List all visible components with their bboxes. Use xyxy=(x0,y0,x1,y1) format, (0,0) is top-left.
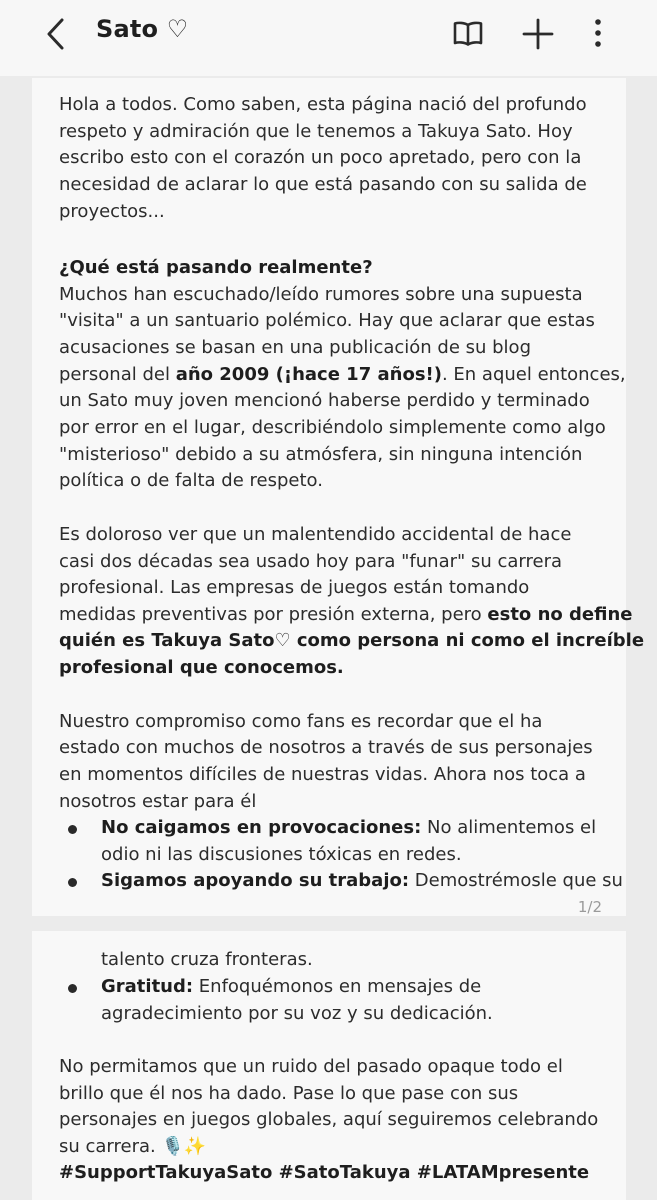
text-line: su carrera. 🎙️✨ xyxy=(59,1136,207,1157)
bold-text: No caigamos en provocaciones: xyxy=(101,817,422,838)
bold-text: año 2009 (¡hace 17 años!) xyxy=(175,364,442,385)
list-item xyxy=(101,815,596,842)
text-line: talento cruza fronteras. xyxy=(101,949,313,970)
page-number: 1/2 xyxy=(577,898,602,916)
chevron-left-icon xyxy=(40,16,74,52)
text-line: brillo que él nos ha dado. Pase lo que pase con sus xyxy=(59,1083,519,1104)
back-button[interactable] xyxy=(40,16,74,52)
text-line xyxy=(59,362,626,389)
add-button[interactable] xyxy=(518,14,558,54)
text-line: nosotros estar para él xyxy=(59,791,257,812)
bold-text: Gratitud: xyxy=(101,976,194,997)
text-span: Demostrémosle que su xyxy=(409,870,623,891)
text-span: medidas preventivas por presión externa, pero xyxy=(59,604,488,625)
text-line: respeto y admiración que le tenemos a Takuya Sato. Hoy xyxy=(59,121,573,142)
text-span: No alimentemos el xyxy=(421,817,597,838)
top-app-bar xyxy=(0,0,657,76)
plus-icon xyxy=(518,14,558,54)
text-line: escribo esto con el corazón un poco apretado, pero con la xyxy=(59,147,582,168)
text-line: Muchos han escuchado/leído rumores sobre una supuesta xyxy=(59,284,583,305)
text-line: proyectos... xyxy=(59,201,165,222)
bullet-dot xyxy=(68,878,77,887)
text-line: en momentos difíciles de nuestras vidas. Ahora nos toca a xyxy=(59,764,586,785)
text-line: un Sato muy joven mencionó haberse perdido y terminado xyxy=(59,390,590,411)
bullet-dot xyxy=(68,984,77,993)
text-line: Hola a todos. Como saben, esta página nació del profundo xyxy=(59,94,587,115)
text-line: No permitamos que un ruido del pasado opaque todo el xyxy=(59,1056,563,1077)
text-span: . En aquel entonces, xyxy=(441,364,626,385)
text-line: Nuestro compromiso como fans es recordar que el ha xyxy=(59,711,543,732)
bold-text: Sigamos apoyando su trabajo: xyxy=(101,870,410,891)
book-icon xyxy=(448,14,488,54)
text-line: personajes en juegos globales, aquí seguiremos celebrando xyxy=(59,1109,599,1130)
text-span: Enfoquémonos en mensajes de xyxy=(193,976,482,997)
more-options-button[interactable] xyxy=(578,14,618,54)
text-line: política o de falta de respeto. xyxy=(59,470,323,491)
text-line: casi dos décadas sea usado hoy para "funar" su carrera xyxy=(59,551,563,572)
text-line: "misterioso" debido a su atmósfera, sin ninguna intención xyxy=(59,444,583,465)
list-item xyxy=(101,868,623,895)
bold-text: profesional que conocemos. xyxy=(59,657,344,678)
text-line: estado con muchos de nosotros a través de sus personajes xyxy=(59,737,593,758)
hashtags: #SupportTakuyaSato #SatoTakuya #LATAMpresente xyxy=(59,1162,590,1183)
list-item xyxy=(101,974,481,1001)
bold-text: esto no define xyxy=(487,604,633,625)
text-line: necesidad de aclarar lo que está pasando con su salida de xyxy=(59,174,587,195)
text-line: Es doloroso ver que un malentendido accidental de hace xyxy=(59,524,572,545)
text-line: agradecimiento por su voz y su dedicación. xyxy=(101,1003,493,1024)
text-line: por error en el lugar, describiéndolo simplemente como algo xyxy=(59,417,606,438)
reading-mode-button[interactable] xyxy=(448,14,488,54)
bold-text: quién es Takuya Sato♡ como persona ni como el increíble xyxy=(59,630,645,651)
text-line: "visita" a un santuario polémico. Hay que aclarar que estas xyxy=(59,310,595,331)
text-span: personal del xyxy=(59,364,176,385)
note-page-2[interactable] xyxy=(32,931,626,1200)
text-line: acusaciones se basan en una publicación de su blog xyxy=(59,337,531,358)
text-line: profesional. Las empresas de juegos están tomando xyxy=(59,577,530,598)
text-line: odio ni las discusiones tóxicas en redes. xyxy=(101,844,462,865)
note-page-1[interactable] xyxy=(32,78,645,916)
section-heading: ¿Qué está pasando realmente? xyxy=(59,257,373,278)
text-line xyxy=(59,602,632,629)
page-title: Sato ♡ xyxy=(96,15,189,43)
bullet-dot xyxy=(68,825,77,834)
more-vertical-icon xyxy=(578,14,618,54)
